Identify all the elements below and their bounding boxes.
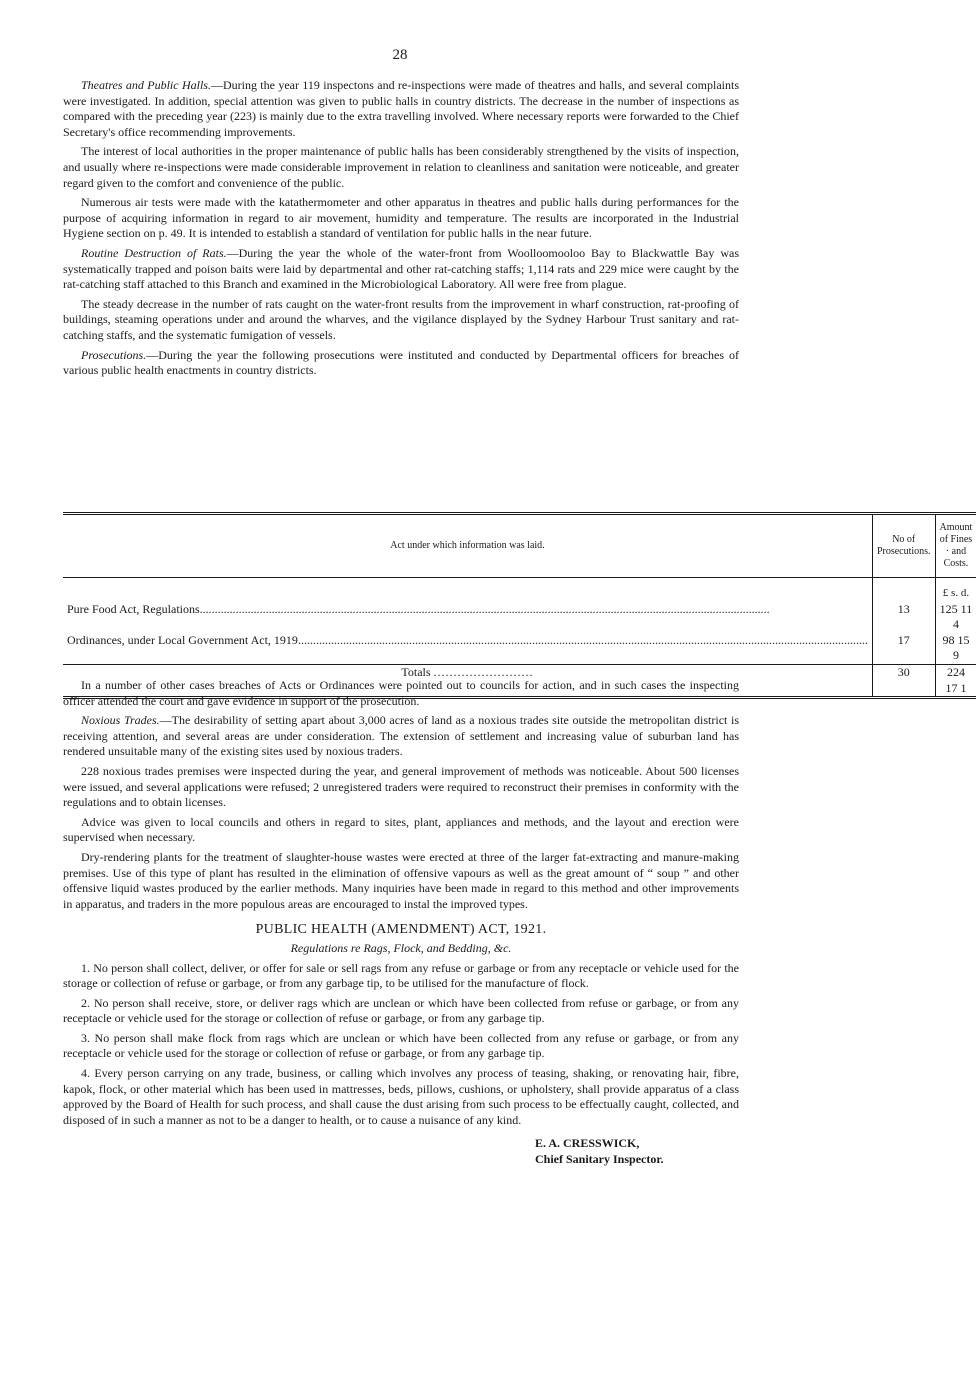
totals-number: 30 bbox=[872, 664, 935, 697]
row-number: 13 bbox=[872, 602, 935, 633]
paragraph-text: Advice was given to local councils and others in regard to sites, plant, appliances and methods, and the layout and erection were supervised when necessary. bbox=[63, 814, 739, 845]
row-act: Ordinances, under Local Government Act, 1919 bbox=[67, 632, 298, 647]
paragraph-text: The steady decrease in the number of rats caught on the water-front results from the improvement in wharf construction, rat-proofing of buildings, steaming operations under and around the wharves, and the vigilance displayed by the Sydney Harbour Trust sanitary and rat-catching staffs, and the systematic fumigation of vessels. bbox=[63, 296, 739, 342]
paragraph-text: —During the year the whole of the water-front from Woolloomooloo Bay to Blackwattle Bay was systematically trapped and poison baits were laid by departmental and other rat-catching staffs; 1,114 rats and 229 mice were caught by the rat-catching staff attached to this Branch and examined in the Microbiological Laboratory. All were free from plague. bbox=[63, 245, 739, 292]
paragraph bbox=[63, 195, 739, 242]
paragraph bbox=[63, 764, 739, 811]
paragraph bbox=[63, 78, 739, 140]
row-amount: 98 15 9 bbox=[935, 633, 976, 665]
paragraph-text: In a number of other cases breaches of Acts or Ordinances were pointed out to councils for action, and in such cases the inspecting officer attended the court and gave evidence in support of the prosecution. bbox=[63, 678, 739, 708]
page-number: 28 bbox=[392, 47, 408, 63]
paragraph-text: —During the year 119 inspectons and re-inspections were made of theatres and halls, and several complaints were investigated. In addition, special attention was given to public halls in country districts. The decrease in the number of inspections as compared with the preceding year (223) is mainly due to the extra travelling involved. Where necessary reports were forwarded to the Chief Secretary's office recommending improvements. bbox=[63, 78, 739, 139]
regulation-item: 3. No person shall make flock from rags which are unclean or which have been collected from any refuse or garbage, or from any receptacle or vehicle used for the storage or collection of refuse or garbage, or from any garbage tip. bbox=[63, 1030, 739, 1061]
paragraph bbox=[63, 850, 739, 912]
regulation-item: 2. No person shall receive, store, or deliver rags which are unclean or which have been collected from refuse or garbage, or from any receptacle or vehicle used for the storage or collection of refuse or garbage, or from any garbage tip. bbox=[63, 995, 739, 1026]
regulation-item: 4. Every person carrying on any trade, business, or calling which involves any process of teasing, shaking, or renovating hair, fibre, kapok, flock, or other material which has been used in mattresses, beds, pillows, cushions, or upholstery, shall provide apparatus of a class approved by the Board of Health for such process, and shall cause the dust arising from such process to be effectually caught, collected, and disposed of in such a manner as not to be a danger to health, or to cause a nuisance of any kind. bbox=[63, 1066, 739, 1127]
top-section bbox=[63, 78, 739, 383]
paragraph bbox=[63, 297, 739, 344]
totals-label: Totals bbox=[401, 664, 431, 679]
paragraph bbox=[63, 246, 739, 293]
header-number: No of Prosecutions. bbox=[872, 514, 935, 578]
paragraph-text: Numerous air tests were made with the katathermometer and other apparatus in theatres and public halls during performances for the purpose of acquiring information in regard to air movement, humidity and temperature. The results are incorporated in the Industrial Hygiene section on p. 49. It is intended to establish a standard of ventilation for public halls in the near future. bbox=[63, 195, 739, 241]
paragraph-text: The interest of local authorities in the proper maintenance of public halls has been considerably strengthened by the visits of inspection, and usually where re-inspections were made considerable improvement in relation to cleanliness and sanitation were noticeable, and greater regard given to the comfort and convenience of the public. bbox=[63, 144, 739, 190]
signature-block bbox=[63, 1136, 739, 1167]
paragraph-text: Dry-rendering plants for the treatment of slaughter-house wastes were erected at three of the larger fat-extracting and manure-making premises. Use of this type of plant has resulted in the elimination of offensive vapours as well as the great amount of “ soup ” and other offensive liquid wastes produced by the earlier methods. Many inquiries have been made in regard to this method and other improvements in apparatus, and traders in the more populous areas are encouraged to instal the improved types. bbox=[63, 849, 739, 911]
paragraph bbox=[63, 815, 739, 846]
table-header-row bbox=[63, 514, 976, 578]
paragraph bbox=[63, 144, 739, 191]
paragraph-text: —During the year the following prosecutions were instituted and conducted by Departmental officers for breaches of various public health enactments in country districts. bbox=[63, 347, 739, 378]
currency-row bbox=[63, 578, 976, 602]
row-number: 17 bbox=[872, 633, 935, 665]
paragraph bbox=[63, 713, 739, 760]
table-row bbox=[63, 633, 976, 665]
signature-title: Chief Sanitary Inspector. bbox=[535, 1152, 664, 1167]
paragraph-text: 228 noxious trades premises were inspected during the year, and general improvement of methods was noticeable. About 500 licenses were issued, and several applications were refused; 2 unregistered traders were required to reconstruct their premises in conformity with the regulations and to obtain licenses. bbox=[63, 763, 739, 810]
paragraph-lead: Prosecutions. bbox=[81, 347, 147, 362]
row-act: Pure Food Act, Regulations bbox=[67, 601, 200, 616]
regulation-item: 1. No person shall collect, deliver, or offer for sale or sell rags from any refuse or garbage or from any receptacle or vehicle used for the storage or collection of refuse or garbage, or from any garbage tip, to be utilised for the manufacture of flock. bbox=[63, 960, 739, 991]
signature-name: E. A. CRESSWICK, bbox=[535, 1136, 640, 1151]
bottom-section bbox=[63, 678, 739, 1168]
paragraph-lead: Noxious Trades. bbox=[81, 713, 160, 728]
table-row bbox=[63, 602, 976, 633]
currency-header: £ s. d. bbox=[935, 578, 976, 602]
totals-row: Totals ......................... 30 224 17 1 bbox=[63, 664, 976, 697]
paragraph bbox=[63, 348, 739, 379]
row-amount: 125 11 4 bbox=[935, 602, 976, 633]
paragraph-lead: Theatres and Public Halls. bbox=[81, 78, 211, 92]
paragraph bbox=[63, 678, 739, 709]
totals-amount: 224 17 1 bbox=[935, 664, 976, 697]
paragraph-text: —The desirability of setting apart about 3,000 acres of land as a noxious trades site outside the metropolitan district is receiving attention, and several areas are under consideration. The extension of settlement and increasing value of suburban land has rendered unsuitable many of the existing sites used by noxious traders. bbox=[63, 713, 739, 759]
paragraph-lead: Routine Destruction of Rats. bbox=[81, 245, 227, 260]
act-heading: PUBLIC HEALTH (AMENDMENT) ACT, 1921. bbox=[255, 922, 547, 938]
act-subheading: Regulations re Rags, Flock, and Bedding, &c. bbox=[290, 940, 512, 955]
header-act: Act under which information was laid. bbox=[63, 514, 872, 578]
header-amount: Amount of Fines · and Costs. bbox=[935, 514, 976, 578]
prosecutions-table bbox=[63, 512, 976, 699]
